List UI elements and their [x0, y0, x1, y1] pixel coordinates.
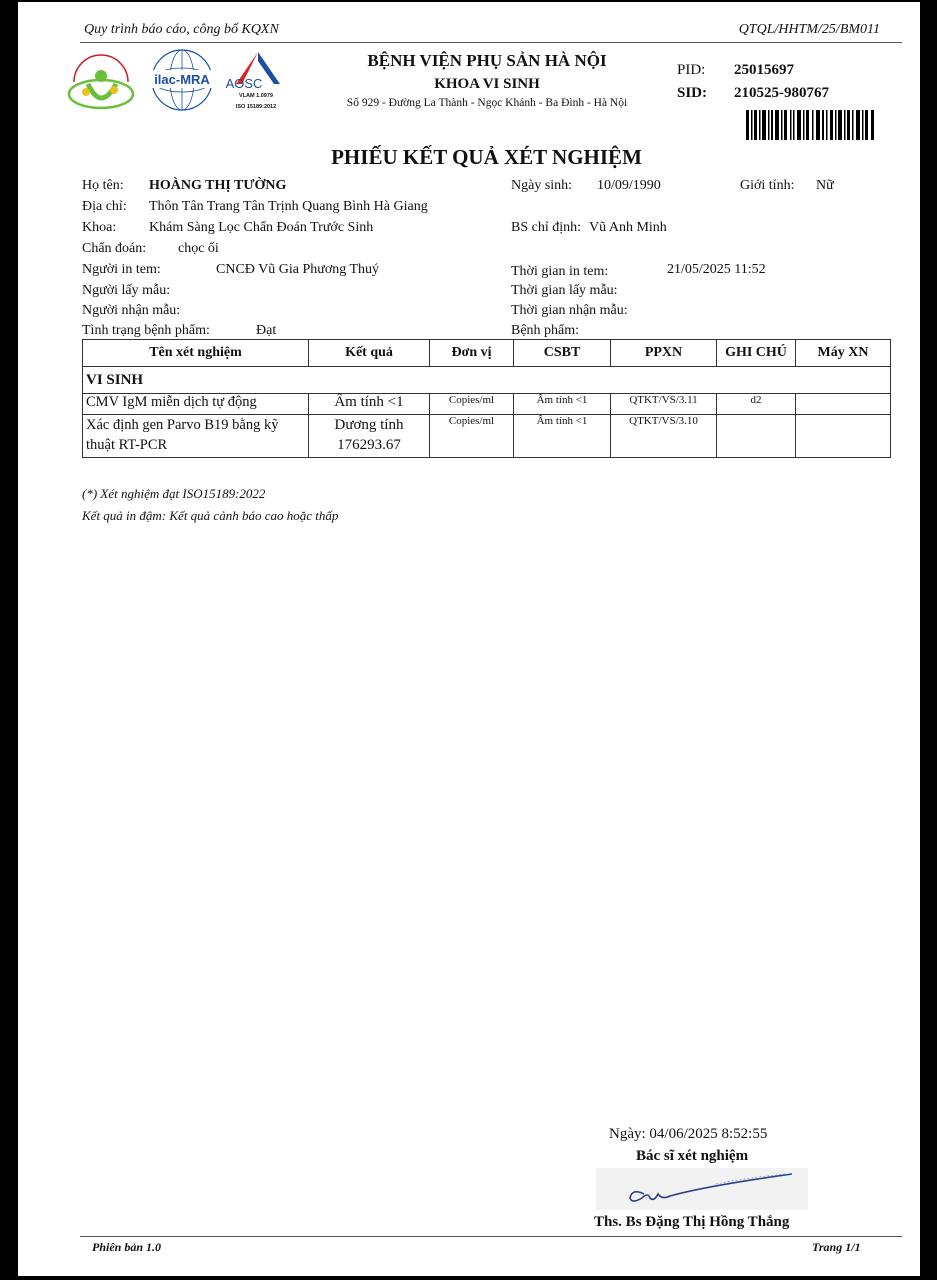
form-code: QTQL/HHTM/25/BM011 [738, 22, 880, 37]
label-printer-value: CNCĐ Vũ Gia Phương Thuý [216, 262, 380, 277]
col-method: PPXN [611, 340, 717, 367]
dob-label: Ngày sinh: [511, 178, 573, 193]
diagnosis-label: Chẩn đoán: [82, 241, 147, 256]
name-label: Họ tên: [82, 178, 124, 193]
doctor-label: BS chỉ định: [511, 220, 582, 235]
test-name: CMV IgM miễn dịch tự động [83, 394, 309, 415]
test-result [309, 415, 430, 458]
collect-time-label: Thời gian lấy mẫu: [511, 283, 618, 298]
patient-department: Khám Sàng Lọc Chẩn Đoán Trước Sinh [149, 220, 374, 235]
label-printer-label: Người in tem: [82, 262, 161, 277]
sid-label: SID: [677, 85, 708, 101]
header-divider [80, 42, 902, 43]
section-title: VI SINH [83, 367, 891, 394]
test-machine [796, 394, 891, 415]
test-unit: Copies/ml [430, 415, 514, 458]
test-result: Âm tính <1 [309, 394, 430, 415]
table-header-row [83, 340, 891, 367]
col-machine: Máy XN [796, 340, 891, 367]
hospital-address: Số 929 - Đường La Thành - Ngọc Khánh - Ba Đình - Hà Nội [346, 97, 628, 109]
patient-dob: 10/09/1990 [597, 178, 661, 193]
receiver-label: Người nhận mẫu: [82, 303, 181, 318]
test-reference: Âm tính <1 [514, 394, 611, 415]
test-name: Xác định gen Parvo B19 bằng kỹ thuật RT-PCR [83, 415, 309, 458]
pid-label: PID: [677, 62, 706, 78]
results-table [82, 339, 891, 458]
table-row [83, 394, 891, 415]
test-machine [796, 415, 891, 458]
collector-label: Người lấy mẫu: [82, 283, 171, 298]
sex-label: Giới tính: [740, 178, 795, 193]
signature-title: Bác sĩ xét nghiệm [636, 1148, 749, 1164]
barcode [746, 110, 876, 140]
procedure-title: Quy trình báo cáo, công bố KQXN [84, 22, 279, 37]
signature-image [596, 1168, 808, 1210]
test-result-line: Dương tính [334, 417, 404, 433]
hospital-logo [66, 54, 136, 114]
col-unit: Đơn vị [430, 340, 514, 367]
footer-divider [80, 1236, 902, 1237]
footnote-iso: (*) Xét nghiệm đạt ISO15189:2022 [82, 486, 266, 501]
patient-address: Thôn Tân Trang Tân Trịnh Quang Bình Hà Giang [149, 199, 428, 214]
aosc-text: AOSC [225, 76, 263, 91]
patient-name: HOÀNG THỊ TƯỜNG [149, 178, 287, 193]
test-method: QTKT/VS/3.10 [611, 415, 717, 458]
address-label: Địa chỉ: [82, 199, 127, 214]
hospital-name: BỆNH VIỆN PHỤ SẢN HÀ NỘI [367, 51, 607, 70]
department-name: KHOA VI SINH [434, 76, 540, 92]
test-reference: Âm tính <1 [514, 415, 611, 458]
ilac-mra-logo [150, 48, 214, 112]
print-time-label: Thời gian in tem: [511, 264, 609, 279]
test-unit: Copies/ml [430, 394, 514, 415]
vlam-text: VLAM 1.0979 [239, 93, 273, 99]
col-test-name: Tên xét nghiệm [83, 340, 309, 367]
col-reference: CSBT [514, 340, 611, 367]
test-result-value: 176293.67 [337, 437, 401, 453]
report-date: Ngày: 04/06/2025 8:52:55 [609, 1126, 768, 1142]
col-note: GHI CHÚ [717, 340, 796, 367]
specimen-status-value: Đạt [256, 323, 277, 338]
test-method: QTKT/VS/3.11 [611, 394, 717, 415]
ordering-doctor: Vũ Anh Minh [589, 220, 667, 235]
ilac-mra-text: ilac-MRA [154, 72, 210, 87]
report-page [18, 2, 920, 1276]
diagnosis-value: chọc ối [178, 241, 219, 256]
test-note [717, 415, 796, 458]
col-result: Kết quả [309, 340, 430, 367]
version-label: Phiên bản 1.0 [92, 1240, 162, 1254]
specimen-status-label: Tình trạng bệnh phẩm: [82, 323, 210, 338]
section-row [83, 367, 891, 394]
sid-value: 210525-980767 [734, 85, 829, 101]
iso-text: ISO 15189:2012 [235, 104, 277, 110]
table-row [83, 415, 891, 458]
aosc-logo [222, 48, 288, 112]
footnote-bold: Kết quả in đậm: Kết quả cảnh báo cao hoặc thấp [82, 508, 339, 523]
test-note: d2 [717, 394, 796, 415]
signer-name: Ths. Bs Đặng Thị Hồng Thắng [594, 1214, 790, 1230]
print-time-value: 21/05/2025 11:52 [667, 262, 766, 277]
receive-time-label: Thời gian nhận mẫu: [511, 303, 628, 318]
department-label: Khoa: [82, 220, 117, 235]
pid-value: 25015697 [734, 62, 794, 78]
document-title: PHIẾU KẾT QUẢ XÉT NGHIỆM [331, 145, 642, 169]
specimen-label: Bệnh phẩm: [511, 323, 580, 338]
page-number: Trang 1/1 [812, 1240, 861, 1254]
patient-sex: Nữ [816, 178, 834, 193]
